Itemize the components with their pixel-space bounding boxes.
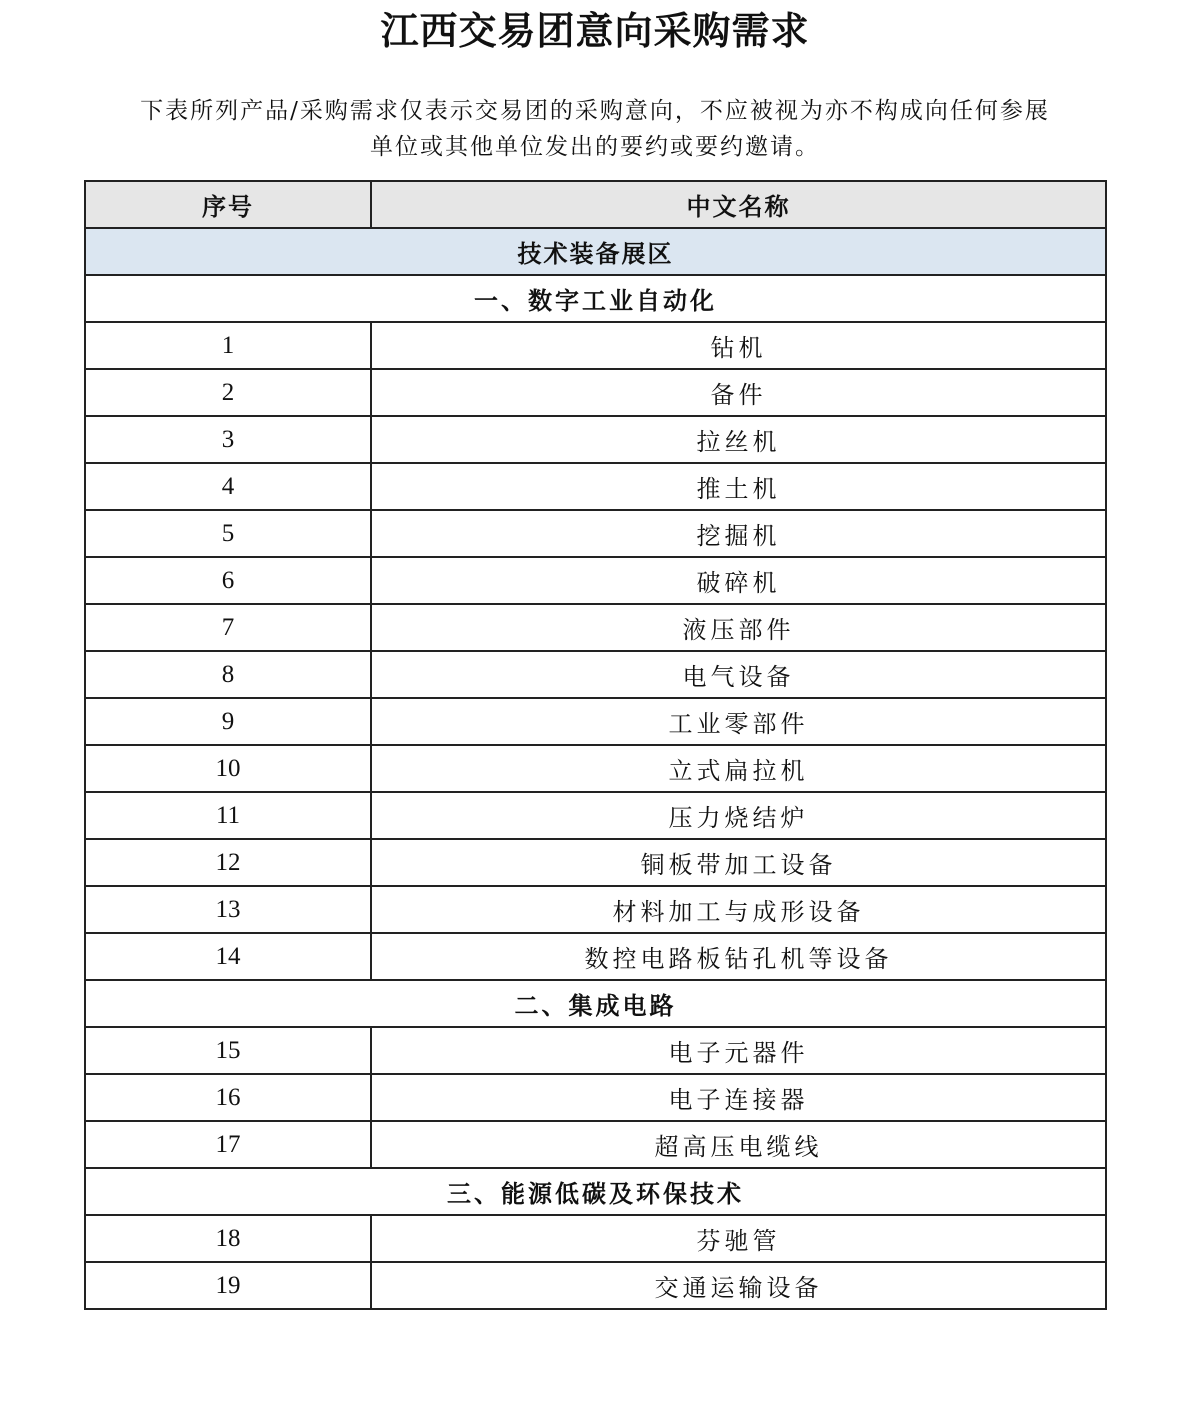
product-name-cell: 工业零部件 <box>371 698 1106 745</box>
product-name-cell: 芬驰管 <box>371 1215 1106 1262</box>
procurement-table <box>84 180 1107 1310</box>
table-row <box>85 933 1106 980</box>
product-name-cell: 交通运输设备 <box>371 1262 1106 1309</box>
serial-number-cell: 11 <box>85 792 371 839</box>
serial-number-cell: 4 <box>85 463 371 510</box>
table-row <box>85 698 1106 745</box>
page-title: 江西交易团意向采购需求 <box>380 9 810 53</box>
table-header-row <box>85 181 1106 228</box>
serial-number-cell: 8 <box>85 651 371 698</box>
section-title: 一、数字工业自动化 <box>85 275 1106 322</box>
product-name-cell: 材料加工与成形设备 <box>371 886 1106 933</box>
product-name-cell: 数控电路板钻孔机等设备 <box>371 933 1106 980</box>
section-title: 三、能源低碳及环保技术 <box>85 1168 1106 1215</box>
product-name-cell: 铜板带加工设备 <box>371 839 1106 886</box>
serial-number-cell: 6 <box>85 557 371 604</box>
product-name-cell: 压力烧结炉 <box>371 792 1106 839</box>
table-row <box>85 651 1106 698</box>
table-body <box>85 228 1106 1309</box>
zone-title: 技术装备展区 <box>85 228 1106 275</box>
product-name-cell: 拉丝机 <box>371 416 1106 463</box>
table-row <box>85 416 1106 463</box>
table-row <box>85 322 1106 369</box>
serial-number-cell: 1 <box>85 322 371 369</box>
serial-number-cell: 18 <box>85 1215 371 1262</box>
table-row <box>85 463 1106 510</box>
table-row <box>85 886 1106 933</box>
serial-number-cell: 17 <box>85 1121 371 1168</box>
section-row <box>85 1168 1106 1215</box>
serial-number-cell: 7 <box>85 604 371 651</box>
section-row <box>85 980 1106 1027</box>
serial-number-cell: 15 <box>85 1027 371 1074</box>
section-title: 二、集成电路 <box>85 980 1106 1027</box>
product-name-cell: 超高压电缆线 <box>371 1121 1106 1168</box>
header-serial-number: 序号 <box>85 181 371 228</box>
table-row <box>85 510 1106 557</box>
product-name-cell: 推土机 <box>371 463 1106 510</box>
serial-number-cell: 16 <box>85 1074 371 1121</box>
section-row <box>85 275 1106 322</box>
table-row <box>85 1121 1106 1168</box>
serial-number-cell: 14 <box>85 933 371 980</box>
product-name-cell: 破碎机 <box>371 557 1106 604</box>
product-name-cell: 立式扁拉机 <box>371 745 1106 792</box>
intro-line-2: 单位或其他单位发出的要约或要约邀请。 <box>370 134 820 160</box>
serial-number-cell: 3 <box>85 416 371 463</box>
product-name-cell: 液压部件 <box>371 604 1106 651</box>
header-chinese-name: 中文名称 <box>371 181 1106 228</box>
serial-number-cell: 10 <box>85 745 371 792</box>
serial-number-cell: 9 <box>85 698 371 745</box>
table-row <box>85 1074 1106 1121</box>
product-name-cell: 钻机 <box>371 322 1106 369</box>
table-row <box>85 369 1106 416</box>
product-name-cell: 挖掘机 <box>371 510 1106 557</box>
table-row <box>85 1215 1106 1262</box>
product-name-cell: 备件 <box>371 369 1106 416</box>
table-row <box>85 1262 1106 1309</box>
product-name-cell: 电子连接器 <box>371 1074 1106 1121</box>
table-row <box>85 792 1106 839</box>
table-row <box>85 604 1106 651</box>
table-row <box>85 1027 1106 1074</box>
serial-number-cell: 12 <box>85 839 371 886</box>
table-row <box>85 839 1106 886</box>
table-row <box>85 557 1106 604</box>
zone-row <box>85 228 1106 275</box>
product-name-cell: 电气设备 <box>371 651 1106 698</box>
intro-line-1: 下表所列产品/采购需求仅表示交易团的采购意向，不应被视为亦不构成向任何参展 <box>140 98 1050 124</box>
serial-number-cell: 5 <box>85 510 371 557</box>
serial-number-cell: 2 <box>85 369 371 416</box>
intro-paragraph <box>0 93 1190 165</box>
product-name-cell: 电子元器件 <box>371 1027 1106 1074</box>
serial-number-cell: 19 <box>85 1262 371 1309</box>
table-row <box>85 745 1106 792</box>
serial-number-cell: 13 <box>85 886 371 933</box>
